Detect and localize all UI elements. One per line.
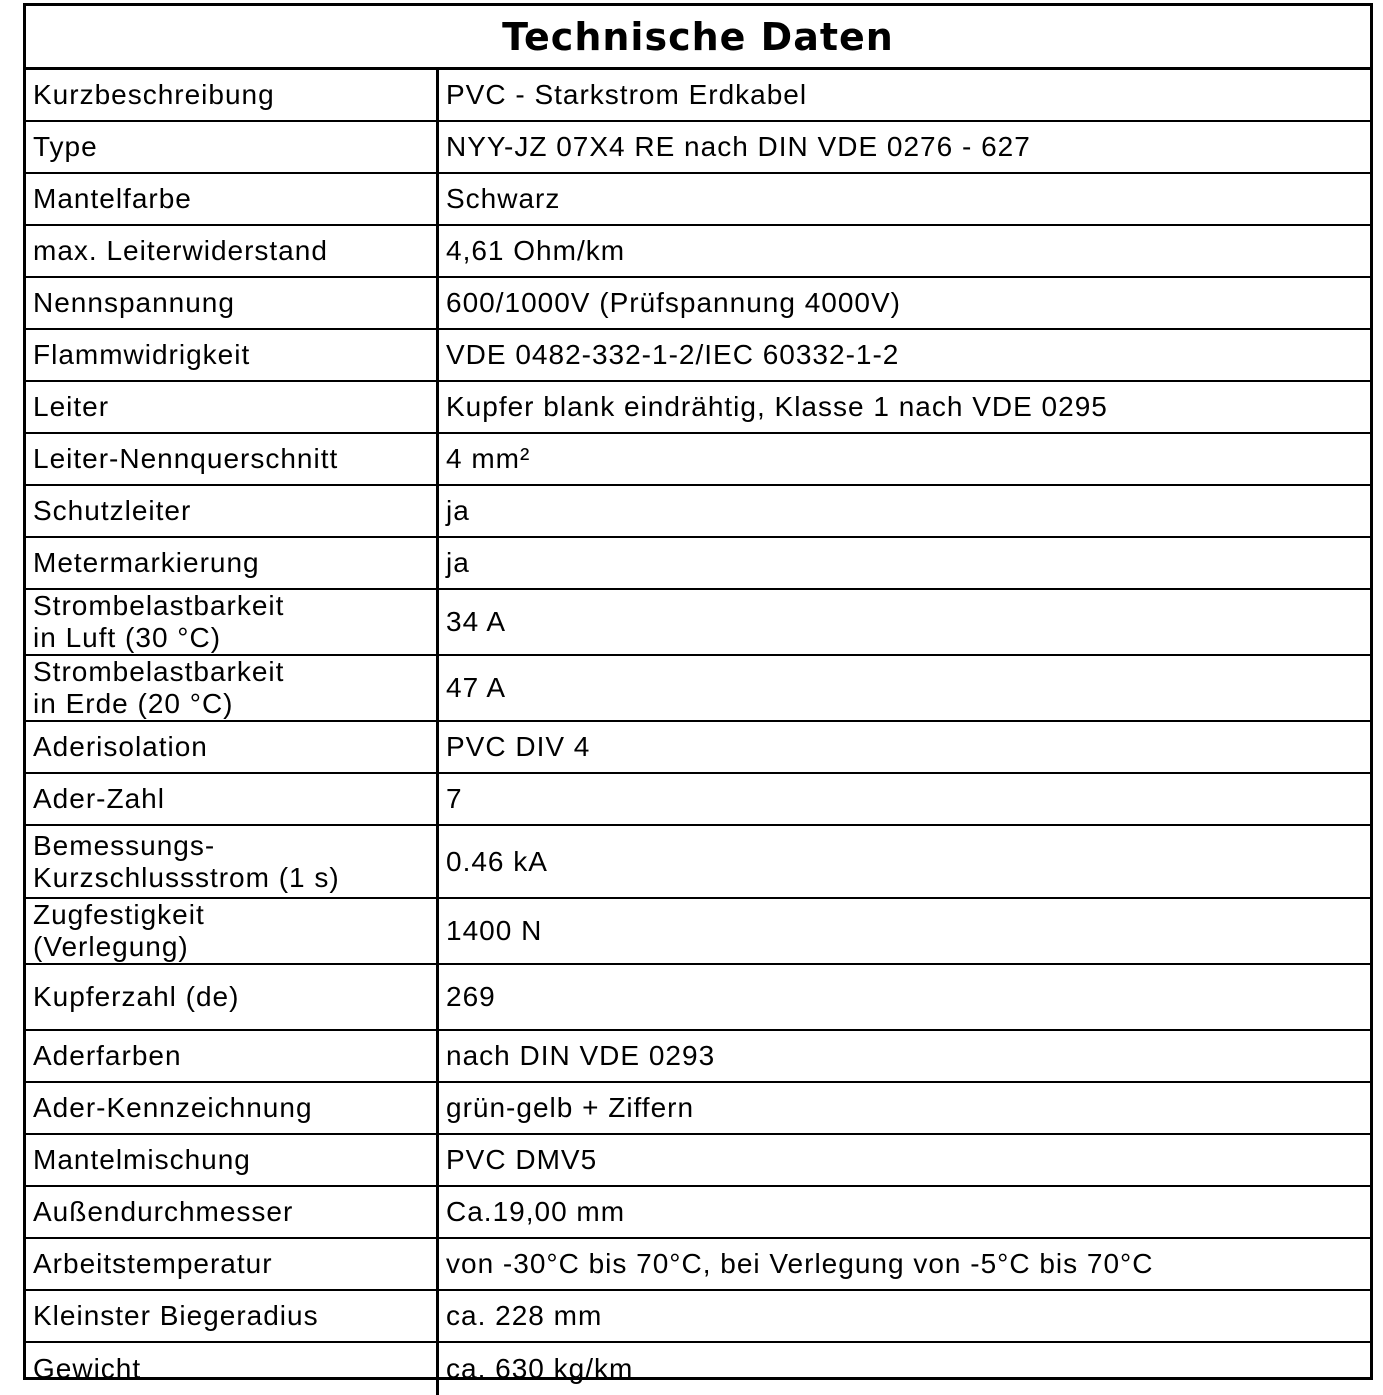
table-row xyxy=(26,434,1370,486)
spec-label: Aderfarben xyxy=(26,1031,439,1081)
table-row xyxy=(26,1135,1370,1187)
spec-value: 0.46 kA xyxy=(446,845,548,877)
table-row xyxy=(26,1083,1370,1135)
spec-value: 4,61 Ohm/km xyxy=(446,235,626,266)
table-row xyxy=(26,774,1370,826)
spec-value: 7 xyxy=(446,783,463,814)
spec-value: 47 A xyxy=(446,672,507,703)
spec-label: Zugfestigkeit (Verlegung) xyxy=(26,899,439,963)
spec-label: Leiter-Nennquerschnitt xyxy=(26,434,439,484)
spec-label: Außendurchmesser xyxy=(26,1187,439,1237)
spec-label: Mantelfarbe xyxy=(26,174,439,224)
table-row xyxy=(26,722,1370,774)
spec-label: Aderisolation xyxy=(26,722,439,772)
spec-value: 1400 N xyxy=(446,915,543,946)
spec-value: nach DIN VDE 0293 xyxy=(446,1040,716,1071)
spec-label: Strombelastbarkeit in Erde (20 °C) xyxy=(26,656,439,720)
spec-label: Arbeitstemperatur xyxy=(26,1239,439,1289)
spec-value: Schwarz xyxy=(446,183,561,214)
spec-table xyxy=(26,70,1370,1395)
spec-label: Schutzleiter xyxy=(26,486,439,536)
spec-value: PVC - Starkstrom Erdkabel xyxy=(446,79,808,110)
spec-label: Bemessungs- Kurzschlussstrom (1 s) xyxy=(26,826,439,897)
table-row xyxy=(26,899,1370,965)
table-row xyxy=(26,1239,1370,1291)
spec-label: max. Leiterwiderstand xyxy=(26,226,439,276)
spec-label: Strombelastbarkeit in Luft (30 °C) xyxy=(26,590,439,654)
spec-label: Flammwidrigkeit xyxy=(26,330,439,380)
spec-value: grün-gelb + Ziffern xyxy=(446,1092,695,1123)
table-row xyxy=(26,590,1370,656)
spec-value: 34 A xyxy=(446,606,507,637)
spec-value: VDE 0482-332-1-2/IEC 60332-1-2 xyxy=(446,339,900,370)
spec-value: ca. 630 kg/km xyxy=(446,1353,634,1384)
spec-value: ja xyxy=(446,547,470,578)
spec-value: ja xyxy=(446,495,470,526)
sheet-title: Technische Daten xyxy=(26,6,1370,70)
spec-label: Metermarkierung xyxy=(26,538,439,588)
spec-label: Kleinster Biegeradius xyxy=(26,1291,439,1341)
spec-label: Leiter xyxy=(26,382,439,432)
spec-value: 4 mm² xyxy=(446,443,531,474)
spec-value: PVC DIV 4 xyxy=(446,731,591,762)
spec-value: PVC DMV5 xyxy=(446,1144,598,1175)
spec-label: Nennspannung xyxy=(26,278,439,328)
table-row xyxy=(26,1187,1370,1239)
table-row xyxy=(26,965,1370,1031)
spec-label: Ader-Kennzeichnung xyxy=(26,1083,439,1133)
technical-data-sheet xyxy=(23,3,1373,1384)
spec-value: 269 xyxy=(446,981,496,1012)
spec-label: Type xyxy=(26,122,439,172)
table-row xyxy=(26,278,1370,330)
table-row xyxy=(26,656,1370,722)
spec-value: Kupfer blank eindrähtig, Klasse 1 nach VDE 0295 xyxy=(446,391,1108,422)
spec-label: Kurzbeschreibung xyxy=(26,70,439,120)
spec-label: Gewicht xyxy=(26,1343,439,1395)
spec-value: NYY-JZ 07X4 RE nach DIN VDE 0276 - 627 xyxy=(446,131,1031,162)
spec-value: von -30°C bis 70°C, bei Verlegung von -5°C bis 70°C xyxy=(446,1248,1154,1279)
table-row xyxy=(26,226,1370,278)
table-row xyxy=(26,486,1370,538)
spec-value: 600/1000V (Prüfspannung 4000V) xyxy=(446,287,901,318)
spec-label: Ader-Zahl xyxy=(26,774,439,824)
table-row xyxy=(26,174,1370,226)
table-row xyxy=(26,70,1370,122)
spec-value: ca. 228 mm xyxy=(446,1300,603,1331)
table-row xyxy=(26,330,1370,382)
table-row xyxy=(26,1343,1370,1395)
table-row xyxy=(26,538,1370,590)
spec-value: Ca.19,00 mm xyxy=(446,1196,626,1227)
table-row xyxy=(26,1291,1370,1343)
table-row xyxy=(26,826,1370,899)
table-row xyxy=(26,382,1370,434)
spec-label: Kupferzahl (de) xyxy=(26,965,439,1029)
table-row xyxy=(26,1031,1370,1083)
table-row xyxy=(26,122,1370,174)
spec-label: Mantelmischung xyxy=(26,1135,439,1185)
